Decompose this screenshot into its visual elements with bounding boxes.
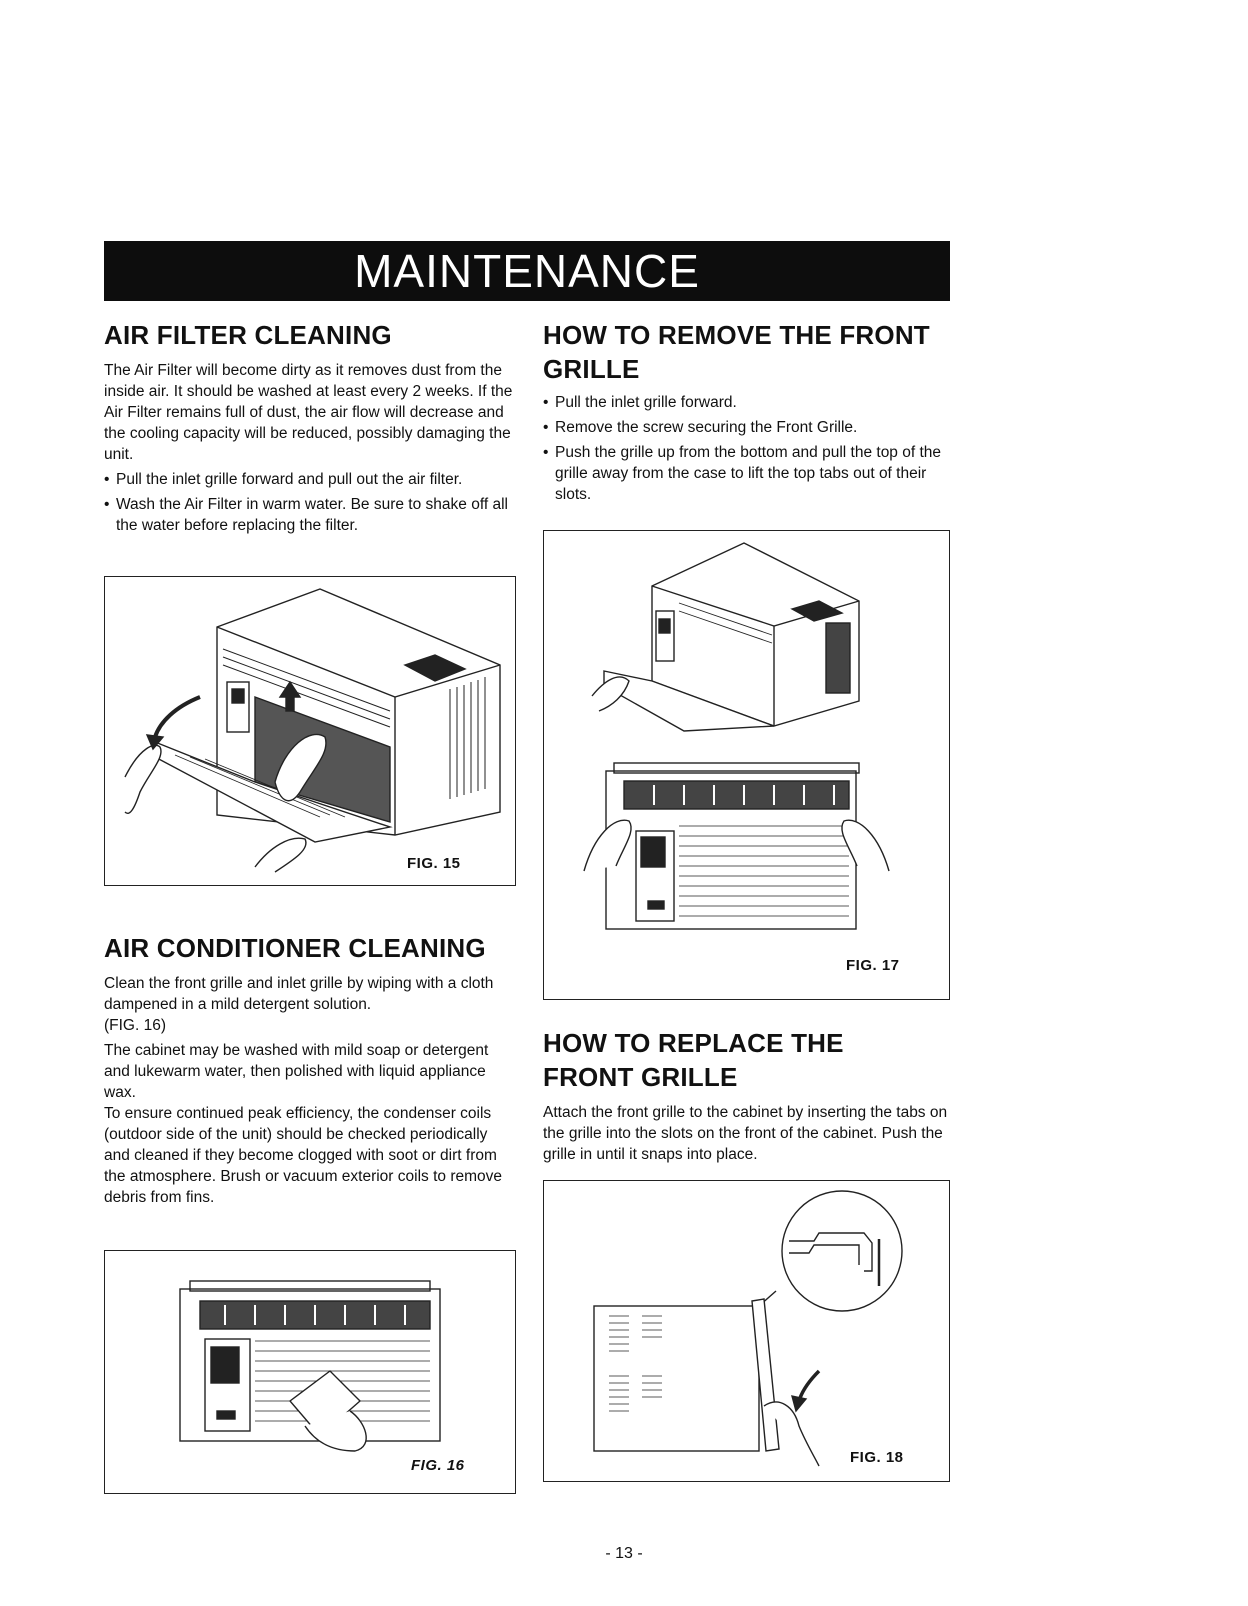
page-number: - 13 -	[605, 1545, 643, 1562]
remove-grille-step: • Push the grille up from the bottom and pull the top of the grille away from the case to lift the top tabs out of their slots.	[543, 442, 953, 505]
grille-removal-illustration	[544, 531, 949, 999]
air-filter-steps	[104, 469, 514, 536]
remove-grille-steps	[543, 392, 953, 505]
figure-16-label: FIG. 16	[411, 1457, 465, 1474]
air-filter-step: • Wash the Air Filter in warm water. Be sure to shake off all the water before replacing the filter.	[104, 494, 514, 536]
air-filter-section	[104, 318, 514, 536]
ac-cleaning-para: To ensure continued peak efficiency, the condenser coils (outdoor side of the unit) should be checked periodically and cleaned if they become clogged with soot or dirt from the atmosphere. Brush or vacuum exterior coils to remove debris from fins.	[104, 1105, 503, 1206]
replace-grille-body: Attach the front grille to the cabinet by inserting the tabs on the grille into the slots on the front of the cabinet. Push the grille in until it snaps into place.	[543, 1104, 948, 1163]
remove-grille-step: • Pull the inlet grille forward.	[543, 392, 953, 413]
page-banner: MAINTENANCE	[104, 241, 950, 301]
air-filter-heading: AIR FILTER CLEANING	[104, 320, 392, 350]
replace-grille-section	[543, 1026, 953, 1165]
ac-cleaning-para: Clean the front grille and inlet grille by wiping with a cloth dampened in a mild detergent solution.	[104, 975, 494, 1013]
remove-grille-section	[543, 318, 953, 505]
remove-grille-heading-line2: GRILLE	[543, 354, 640, 384]
remove-grille-heading-line1: HOW TO REMOVE THE FRONT	[543, 320, 930, 350]
figure-15-label: FIG. 15	[407, 855, 461, 872]
figure-17	[543, 530, 950, 1000]
ac-cleaning-para: The cabinet may be washed with mild soap or detergent and lukewarm water, then polished with liquid appliance wax.	[104, 1042, 489, 1101]
remove-grille-heading	[543, 318, 953, 386]
replace-grille-heading-line2: FRONT GRILLE	[543, 1062, 738, 1092]
air-filter-intro: The Air Filter will become dirty as it removes dust from the inside air. It should be washed at least every 2 weeks. If the Air Filter remains full of dust, the air flow will decrease and the cooling capacity will be reduced, possibly damaging the unit.	[104, 362, 513, 463]
grille-replacement-illustration	[544, 1181, 949, 1481]
figure-18	[543, 1180, 950, 1482]
replace-grille-heading	[543, 1026, 953, 1094]
remove-grille-step: • Remove the screw securing the Front Grille.	[543, 417, 953, 438]
ac-cleaning-heading: AIR CONDITIONER CLEANING	[104, 933, 486, 963]
figure-15	[104, 576, 516, 886]
figure-18-label: FIG. 18	[850, 1449, 904, 1466]
ac-cleaning-section	[104, 931, 514, 1208]
figure-17-label: FIG. 17	[846, 957, 900, 974]
air-filter-step: • Pull the inlet grille forward and pull out the air filter.	[104, 469, 514, 490]
replace-grille-heading-line1: HOW TO REPLACE THE	[543, 1028, 844, 1058]
figure-16	[104, 1250, 516, 1494]
air-filter-illustration	[105, 577, 515, 885]
ac-cleaning-fig-ref: (FIG. 16)	[104, 1017, 167, 1034]
